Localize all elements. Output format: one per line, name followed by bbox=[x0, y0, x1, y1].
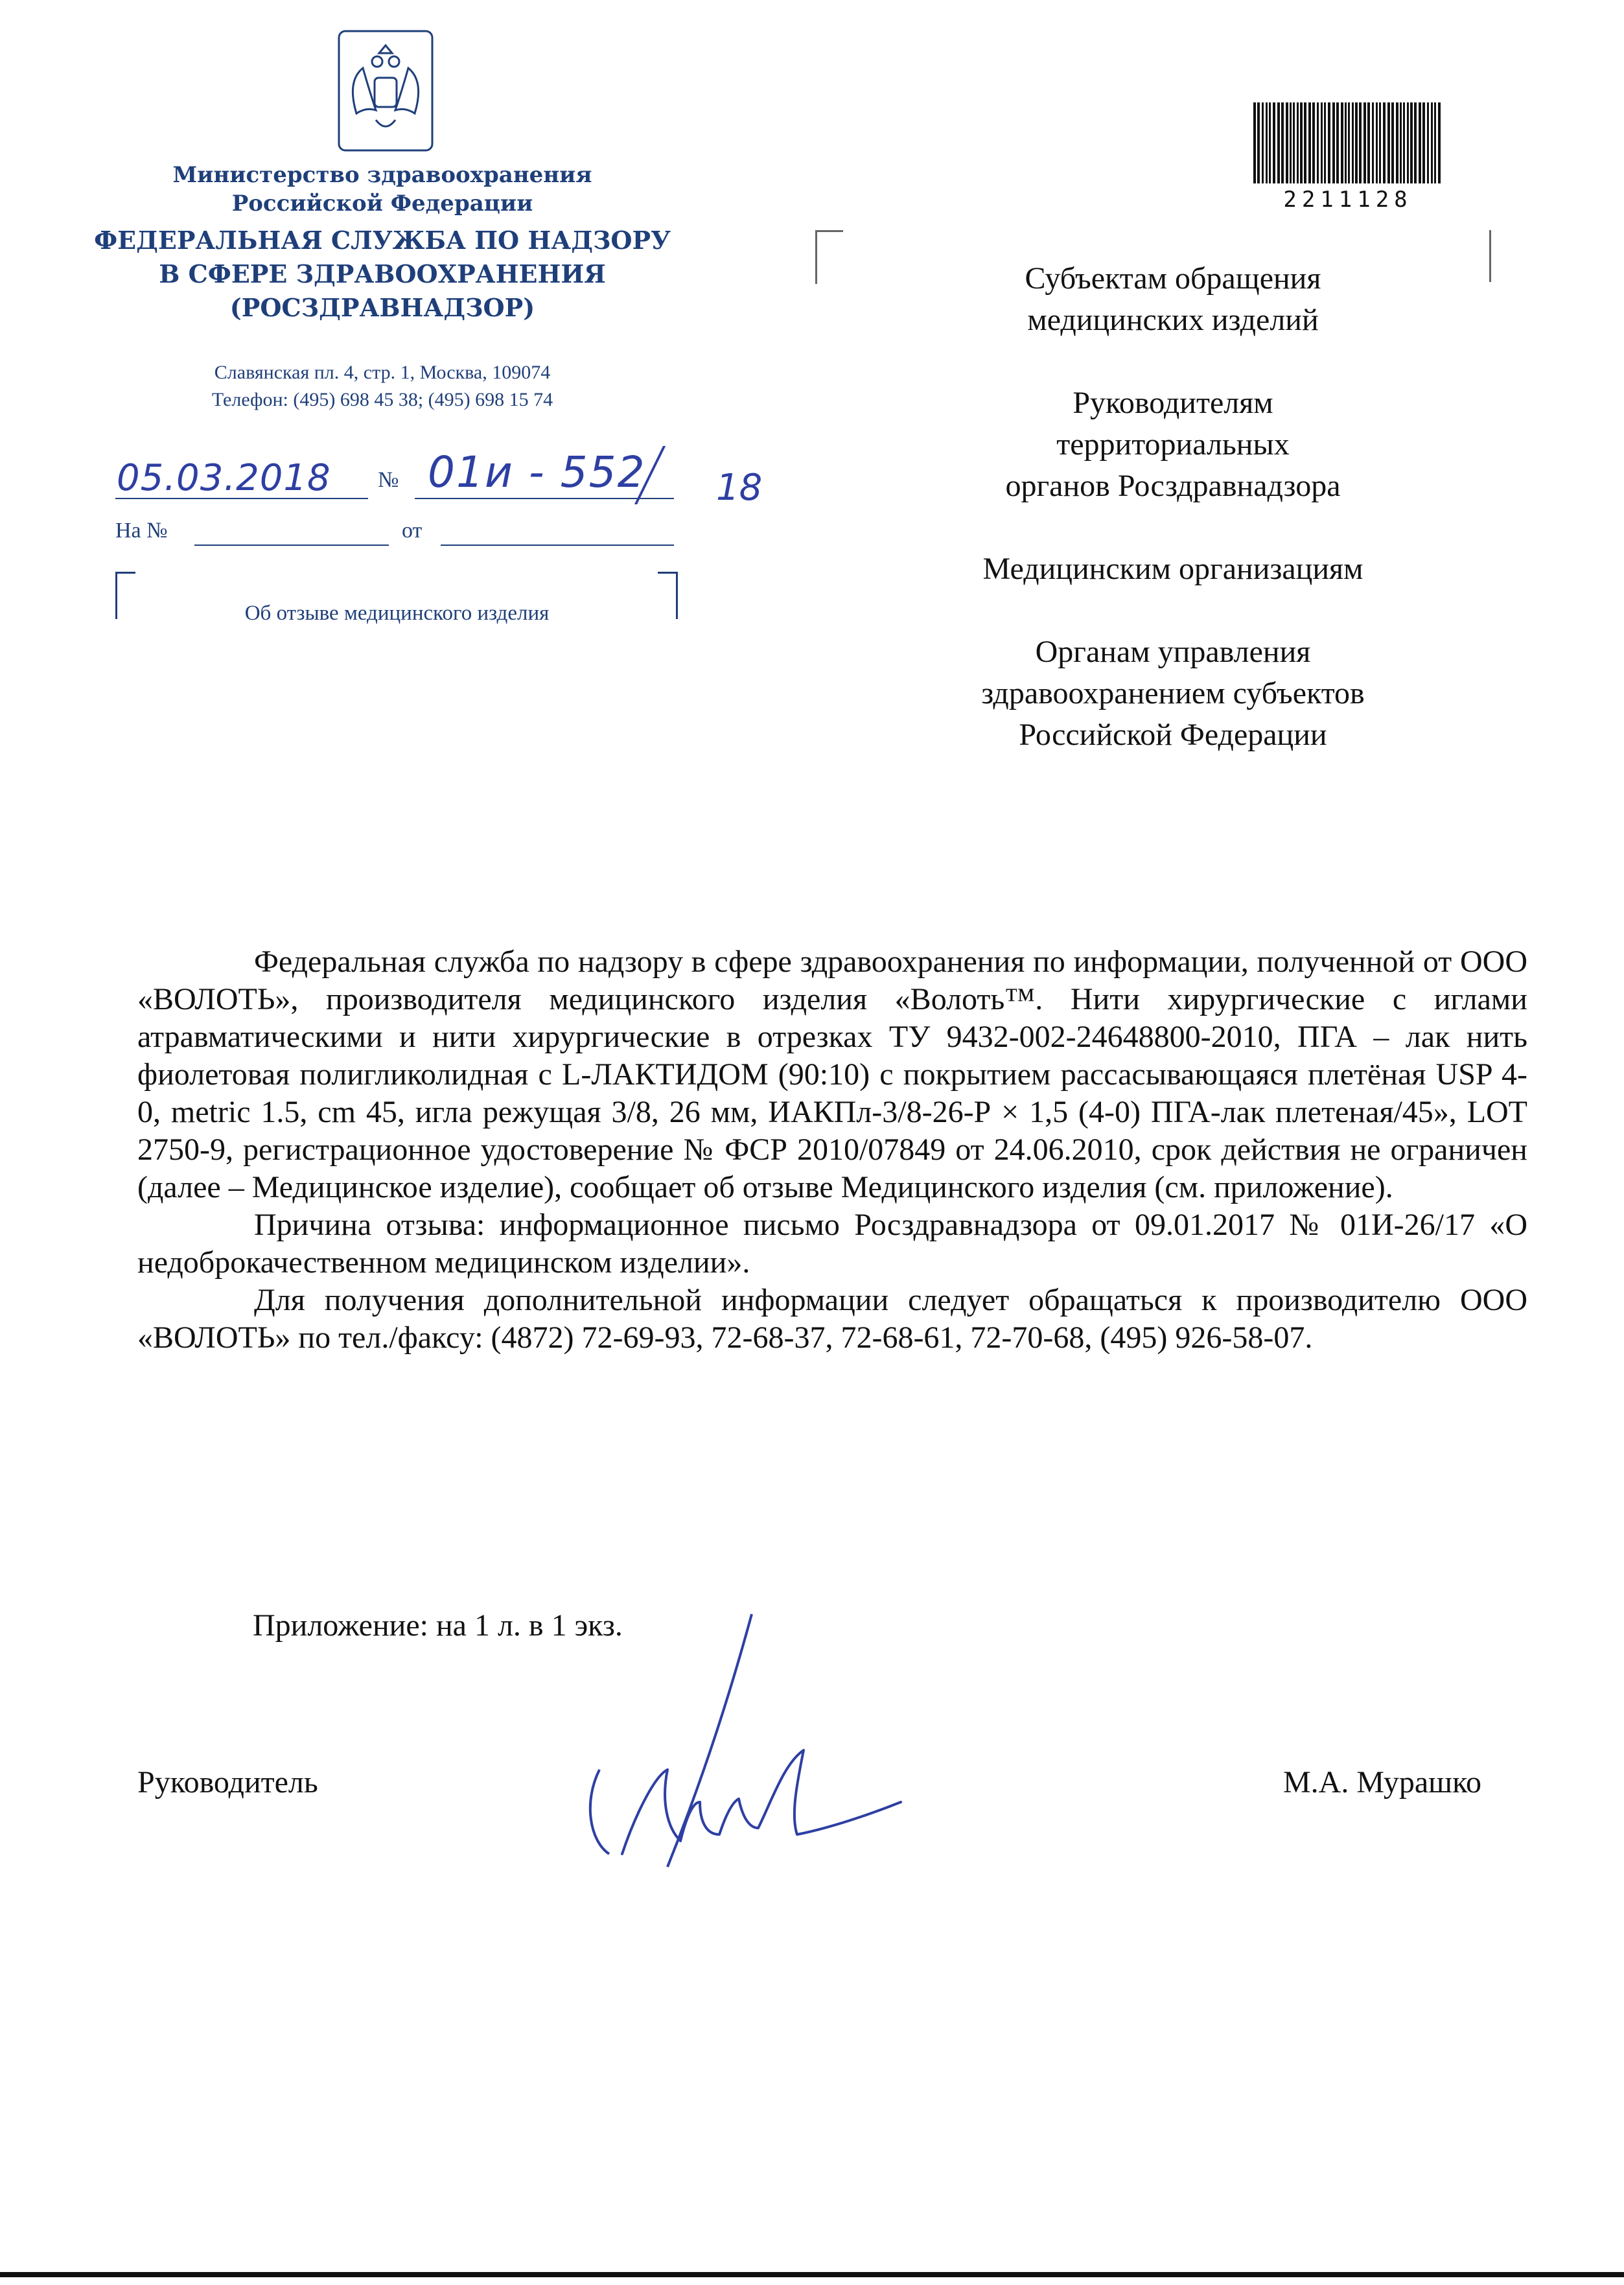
barcode-bar bbox=[1269, 102, 1271, 183]
barcode-bar bbox=[1332, 102, 1335, 183]
barcode-bar bbox=[1434, 102, 1436, 183]
signatory-position: Руководитель bbox=[137, 1765, 318, 1799]
barcode-bar bbox=[1407, 102, 1409, 183]
barcode-bar bbox=[1297, 102, 1299, 183]
ministry-line-2: Российской Федерации bbox=[231, 191, 533, 217]
number-sign: № bbox=[378, 468, 399, 492]
ministry-line-1: Министерство здравоохранения bbox=[172, 162, 592, 188]
barcode-bar bbox=[1355, 102, 1358, 183]
barcode-bar bbox=[1422, 102, 1425, 183]
service-line-3: (РОСЗДРАВНАДЗОР) bbox=[229, 293, 535, 322]
barcode-bar bbox=[1372, 102, 1374, 183]
service-line-1: ФЕДЕРАЛЬНАЯ СЛУЖБА ПО НАДЗОРУ bbox=[94, 226, 671, 255]
barcode-bar bbox=[1262, 102, 1264, 183]
recipients-block bbox=[862, 258, 1484, 797]
service-phone: Телефон: (495) 698 45 38; (495) 698 15 74 bbox=[211, 389, 553, 410]
number-slash-stroke bbox=[113, 446, 677, 504]
recipient-territorial-heads bbox=[862, 382, 1484, 507]
handwritten-signature bbox=[570, 1608, 907, 1880]
barcode-bar bbox=[1290, 102, 1292, 183]
body-paragraph-recall-notice: Федеральная служба по надзору в сфере здравоохранения по информации, полученной от ООО «ВОЛОТЬ», производителя медицинского изделия «Волоть™. Нити хирургические с иглами атравматическими и нити хирургические в отрезках ТУ 9432-002-24648800-2010, ПГА – лак нить фиолетовая полигликолидная с L-ЛАКТИДОМ (90:10) с покрытием рассасывающаяся плетёная USP 4-0, metric 1.5, cm 45, игла режущая 3/8, 26 мм, ИАКПл-3/8-26-Р × 1,5 (4-0) ПГА-лак плетеная/45», LOT 2750-9, регистрационное удостоверение № ФСР 2010/07849 от 24.06.2010, срок действия не ограничен (далее – Медицинское изделие), сообщает об отзыве Медицинского изделия (см. приложение). bbox=[137, 944, 1527, 1204]
barcode-bar bbox=[1359, 102, 1362, 183]
recipient-line: Медицинским организациям bbox=[982, 552, 1363, 586]
barcode-bar bbox=[1431, 102, 1433, 183]
coat-of-arms-emblem bbox=[337, 29, 434, 152]
barcode-bar bbox=[1391, 102, 1394, 183]
signatory-name: М.А. Мурашко bbox=[1283, 1765, 1481, 1799]
barcode-bar bbox=[1308, 102, 1311, 183]
recipient-health-authorities bbox=[862, 631, 1484, 756]
barcode-bar bbox=[1427, 102, 1429, 183]
barcode-bar bbox=[1345, 102, 1347, 183]
reference-date-label: от bbox=[402, 519, 423, 543]
barcode-bar bbox=[1304, 102, 1306, 183]
reference-number-label: На № bbox=[115, 519, 168, 543]
barcode-bar bbox=[1257, 102, 1260, 183]
barcode-bar bbox=[1281, 102, 1284, 183]
recipient-line: Органам управления bbox=[1035, 635, 1311, 669]
ministry-name bbox=[117, 161, 648, 218]
body-paragraph-contact-info: Для получения дополнительной информации следует обращаться к производителю ООО «ВОЛОТЬ» по тел./факсу: (4872) 72-69-93, 72-68-37, 72-68-61, 72-70-68, (495) 926-58-07. bbox=[137, 1283, 1527, 1355]
barcode-bar bbox=[1403, 102, 1405, 183]
barcode-bar bbox=[1379, 102, 1381, 183]
barcode-bar bbox=[1348, 102, 1350, 183]
recipient-medical-device-subjects bbox=[862, 258, 1484, 341]
letter-subject: Об отзыве медицинского изделия bbox=[244, 602, 550, 625]
barcode-bar bbox=[1253, 102, 1256, 183]
barcode-bar bbox=[1328, 102, 1330, 183]
barcode-bar bbox=[1321, 102, 1323, 183]
reference-date-line bbox=[441, 545, 674, 546]
address-bracket-left bbox=[815, 230, 843, 284]
recipient-line: органов Росздравнадзора bbox=[1005, 469, 1341, 503]
service-line-2: В СФЕРЕ ЗДРАВООХРАНЕНИЯ bbox=[159, 259, 606, 288]
reference-number-line bbox=[194, 545, 389, 546]
barcode-bar bbox=[1312, 102, 1315, 183]
barcode-bar bbox=[1396, 102, 1398, 183]
barcode-bar bbox=[1341, 102, 1343, 183]
barcode-bar bbox=[1419, 102, 1421, 183]
barcode-bar bbox=[1300, 102, 1303, 183]
recipient-line: здравоохранением субъектов bbox=[981, 676, 1365, 710]
barcode-bar bbox=[1273, 102, 1275, 183]
recipient-line: Российской Федерации bbox=[1019, 718, 1327, 752]
recipient-medical-organizations bbox=[862, 548, 1484, 590]
barcode-bar bbox=[1376, 102, 1378, 183]
registration-number-suffix: 18 bbox=[716, 467, 763, 509]
barcode-bar bbox=[1286, 102, 1288, 183]
recipient-line: Руководителям bbox=[1073, 386, 1273, 420]
barcode-bar bbox=[1336, 102, 1339, 183]
barcode-bar bbox=[1387, 102, 1390, 183]
body-paragraph-recall-reason: Причина отзыва: информационное письмо Росздравнадзора от 09.01.2017 № 01И-26/17 «О недоброкачественном медицинском изделии». bbox=[137, 1208, 1527, 1280]
barcode-bar bbox=[1293, 102, 1295, 183]
barcode-bar bbox=[1266, 102, 1268, 183]
attachment-note: Приложение: на 1 л. в 1 экз. bbox=[253, 1608, 623, 1643]
barcode-number: 2211128 bbox=[1283, 187, 1413, 213]
recipient-line: Субъектам обращения bbox=[1025, 261, 1321, 296]
barcode-bar bbox=[1367, 102, 1370, 183]
barcode-bar bbox=[1277, 102, 1280, 183]
barcode-bar bbox=[1414, 102, 1417, 183]
service-name bbox=[78, 224, 687, 325]
barcode-bar bbox=[1317, 102, 1319, 183]
barcode-bar bbox=[1400, 102, 1402, 183]
barcode-bar bbox=[1438, 102, 1441, 183]
recipient-line: медицинских изделий bbox=[1027, 303, 1319, 337]
address-bracket-right bbox=[1489, 230, 1491, 282]
barcode-bar bbox=[1410, 102, 1413, 183]
page-bottom-border bbox=[0, 2272, 1624, 2277]
barcode-bar bbox=[1352, 102, 1354, 183]
barcode-bar bbox=[1363, 102, 1366, 183]
registration-date: 05.03.2018 bbox=[117, 457, 331, 499]
barcode-graphic bbox=[1251, 102, 1445, 183]
recipient-line: территориальных bbox=[1056, 427, 1290, 462]
registration-number: 01и - 552 bbox=[428, 447, 646, 497]
service-address: Славянская пл. 4, стр. 1, Москва, 109074 bbox=[214, 362, 551, 383]
barcode-bar bbox=[1383, 102, 1386, 183]
letter-body bbox=[137, 943, 1527, 1357]
barcode-bar bbox=[1324, 102, 1326, 183]
